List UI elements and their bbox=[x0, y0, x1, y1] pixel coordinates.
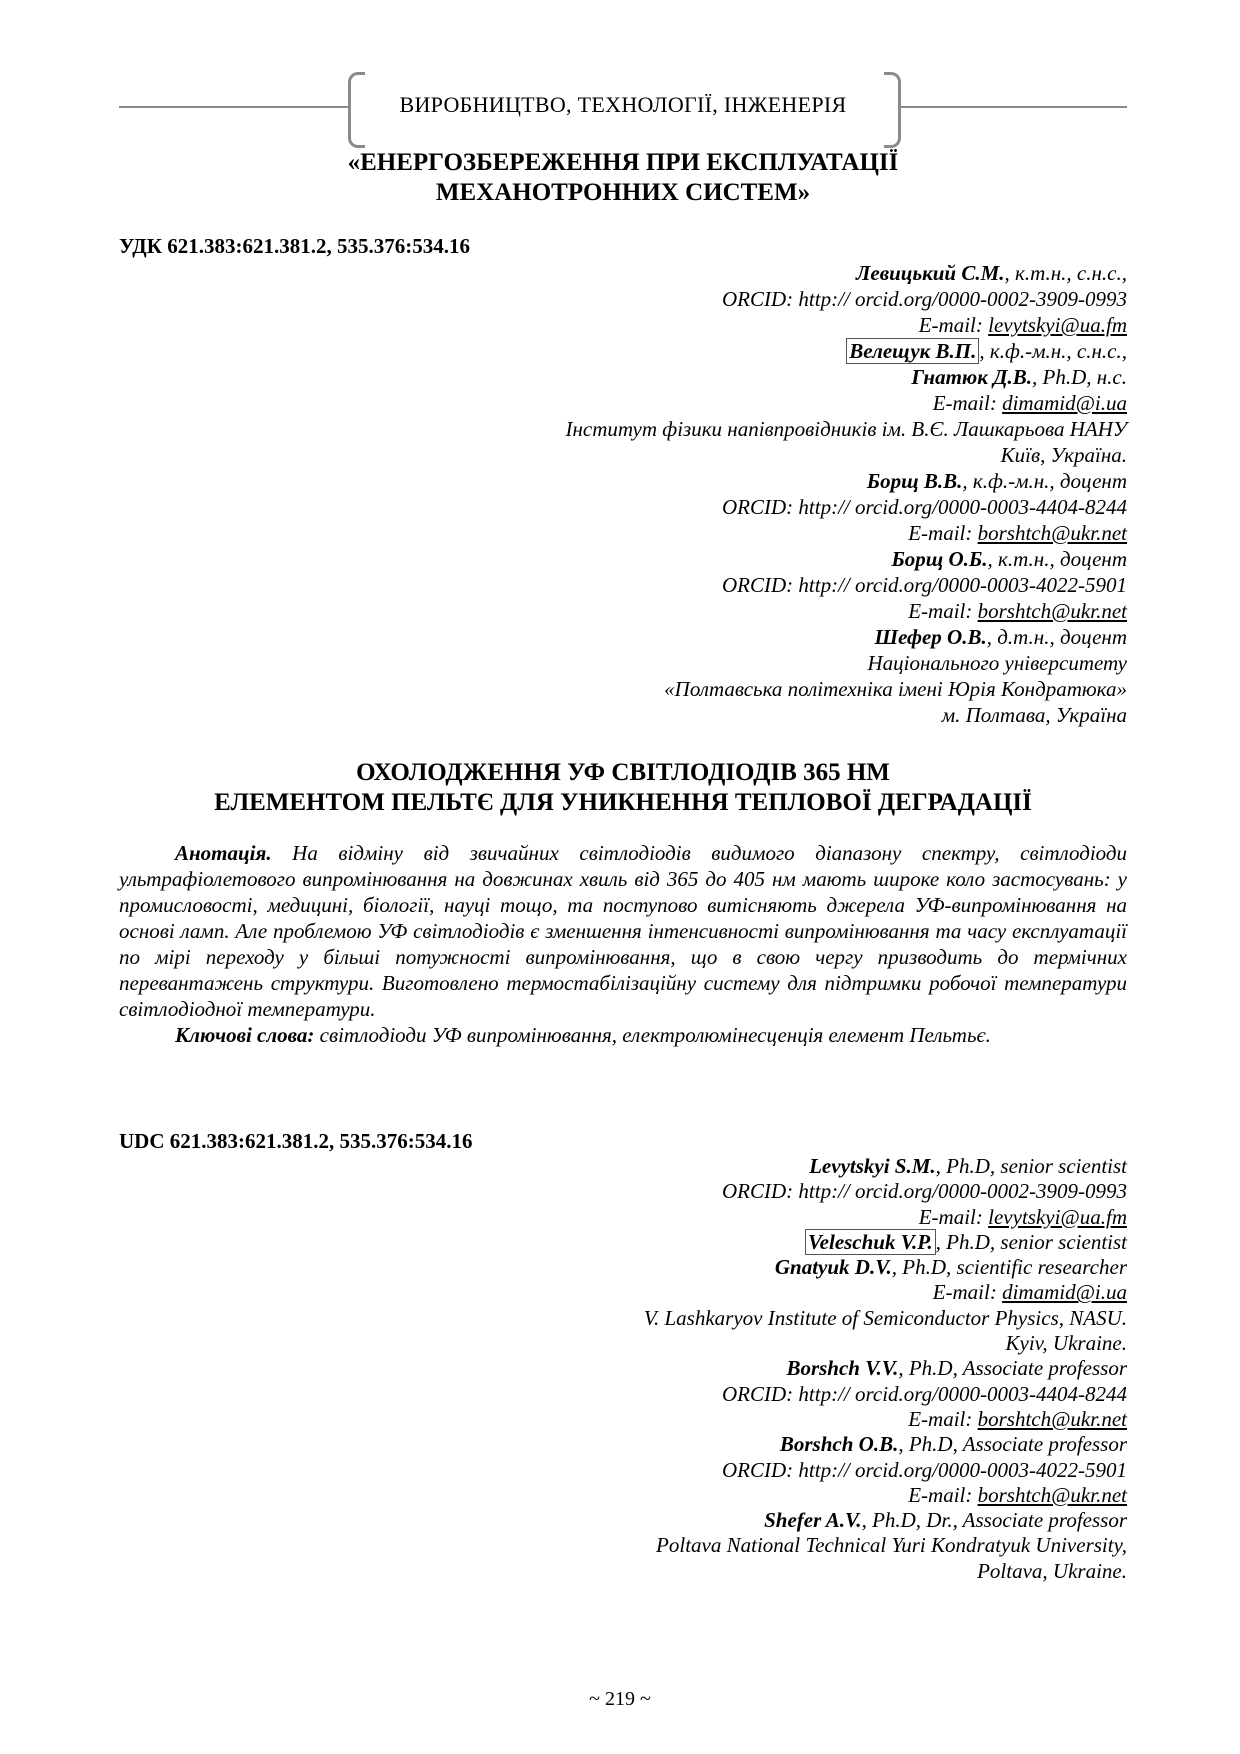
author-credentials: , к.ф.-м.н., с.н.с., bbox=[979, 339, 1127, 363]
affiliation-line: ORCID: http:// orcid.org/0000-0003-4022-5901 bbox=[722, 1457, 1127, 1482]
author-line bbox=[400, 1255, 1127, 1280]
email-label: E-mail: bbox=[932, 391, 1003, 415]
email-link[interactable]: borshtch@ukr.net bbox=[977, 599, 1127, 623]
email-label: E-mail: bbox=[908, 1406, 978, 1431]
author-line bbox=[400, 1154, 1127, 1179]
email-label: E-mail: bbox=[908, 1482, 978, 1507]
email-line bbox=[400, 312, 1127, 338]
author-name: Veleschuk V.P. bbox=[805, 1229, 936, 1255]
email-link[interactable]: levytskyi@ua.fm bbox=[988, 313, 1127, 337]
affiliation-line: ORCID: http:// orcid.org/0000-0002-3909-0993 bbox=[722, 287, 1127, 311]
email-label: E-mail: bbox=[918, 1204, 989, 1229]
author-credentials: , к.т.н., с.н.с., bbox=[1004, 261, 1127, 285]
email-line bbox=[400, 390, 1127, 416]
affiliation-line: Poltava National Technical Yuri Kondratyuk University, bbox=[656, 1533, 1127, 1558]
affiliation-line: ORCID: http:// orcid.org/0000-0003-4404-8244 bbox=[722, 1381, 1127, 1406]
conference-title-line: МЕХАНОТРОННИХ СИСТЕМ» bbox=[435, 179, 811, 206]
ua-author-block bbox=[400, 260, 1127, 728]
affiliation-line: «Полтавська політехніка імені Юрія Кондратюка» bbox=[664, 677, 1127, 701]
author-credentials: , Ph.D, Dr., Associate professor bbox=[861, 1508, 1127, 1533]
author-line bbox=[400, 338, 1127, 364]
email-label: E-mail: bbox=[908, 599, 978, 623]
affiliation-line: V. Lashkaryov Institute of Semiconductor Physics, NASU. bbox=[643, 1305, 1127, 1330]
abstract bbox=[119, 840, 1127, 1048]
right-brace bbox=[884, 72, 901, 148]
affiliation-line: ORCID: http:// orcid.org/0000-0003-4022-5901 bbox=[722, 573, 1127, 597]
affiliation-line: м. Полтава, Україна bbox=[941, 703, 1127, 727]
author-credentials: , Ph.D, senior scientist bbox=[935, 1154, 1127, 1178]
author-credentials: , Ph.D, scientific researcher bbox=[891, 1255, 1127, 1280]
affiliation-line: Poltava, Ukraine. bbox=[977, 1558, 1127, 1583]
author-line bbox=[400, 624, 1127, 650]
author-name: Шефер О.В. bbox=[874, 625, 987, 649]
author-line bbox=[400, 1432, 1127, 1457]
author-line bbox=[400, 1230, 1127, 1255]
author-name: Borshch O.B. bbox=[779, 1432, 899, 1457]
email-link[interactable]: dimamid@i.ua bbox=[1002, 391, 1127, 415]
email-line bbox=[400, 598, 1127, 624]
email-label: E-mail: bbox=[918, 313, 989, 337]
author-credentials: , Ph.D, Associate professor bbox=[898, 1432, 1127, 1457]
email-label: E-mail: bbox=[932, 1280, 1003, 1305]
author-credentials: , Ph.D, н.с. bbox=[1032, 365, 1127, 389]
author-name: Borshch V.V. bbox=[786, 1356, 899, 1381]
author-line bbox=[400, 260, 1127, 286]
affiliation-line: ORCID: http:// orcid.org/0000-0003-4404-8244 bbox=[722, 495, 1127, 519]
email-link[interactable]: borshtch@ukr.net bbox=[977, 1482, 1127, 1507]
email-link[interactable]: levytskyi@ua.fm bbox=[988, 1204, 1127, 1229]
affiliation-line: Національного університету bbox=[867, 651, 1127, 675]
email-line bbox=[400, 1407, 1127, 1432]
author-name: Велещук В.П. bbox=[846, 338, 979, 364]
author-line bbox=[400, 1356, 1127, 1381]
author-line bbox=[400, 468, 1127, 494]
header-rule-right bbox=[898, 106, 1127, 108]
author-name: Gnatyuk D.V. bbox=[774, 1255, 892, 1280]
header-rule-left bbox=[119, 106, 348, 108]
conference-title-line: «ЕНЕРГОЗБЕРЕЖЕННЯ ПРИ ЕКСПЛУАТАЦІЇ bbox=[347, 149, 899, 176]
author-line bbox=[400, 364, 1127, 390]
keywords-label: Ключові слова: bbox=[175, 1023, 315, 1047]
abstract-text: На відміну від звичайних світлодіодів видимого діапазону спектру, світлодіоди ультрафіолетового випромінювання на довжинах хвиль від 365 до 405 нм мають широке коло застосувань: у промисловості, медицині, біології, науці тощо, та поступово витісняють джерела УФ-випромінювання на основі ламп. Але проблемою УФ світлодіодів є зменшення інтенсивності випромінювання та часу експлуатації по мірі переходу у більші потужності випромінювання, що в свою чергу призводить до термічних перевантажень структури. Виготовлено термостабілізаційну систему для підтримки робочої температури світлодіодної температури. bbox=[119, 841, 1127, 1021]
conference-title bbox=[119, 148, 1127, 208]
udc-code: UDC 621.383:621.381.2, 535.376:534.16 bbox=[119, 1129, 473, 1153]
email-link[interactable]: dimamid@i.ua bbox=[1002, 1280, 1127, 1305]
affiliation-line: Інститут фізики напівпровідників ім. В.Є. Лашкарьова НАНУ bbox=[565, 417, 1127, 441]
author-credentials: , к.т.н., доцент bbox=[987, 547, 1127, 571]
author-name: Борщ В.В. bbox=[866, 469, 963, 493]
author-name: Гнатюк Д.В. bbox=[911, 365, 1033, 389]
author-line bbox=[400, 1508, 1127, 1533]
affiliation-line: Kyiv, Ukraine. bbox=[1005, 1331, 1127, 1356]
author-credentials: , Ph.D, senior scientist bbox=[935, 1229, 1127, 1254]
author-name: Левицький С.М. bbox=[856, 261, 1005, 285]
author-credentials: , д.т.н., доцент bbox=[986, 625, 1127, 649]
article-title-line: ОХОЛОДЖЕННЯ УФ СВІТЛОДІОДІВ 365 НМ bbox=[356, 759, 890, 786]
email-link[interactable]: borshtch@ukr.net bbox=[977, 1406, 1127, 1431]
article-title-line: ЕЛЕМЕНТОМ ПЕЛЬТЄ ДЛЯ УНИКНЕННЯ ТЕПЛОВОЇ ДЕГРАДАЦІЇ bbox=[214, 789, 1032, 816]
author-name: Levytskyi S.M. bbox=[809, 1154, 936, 1178]
author-credentials: , к.ф.-м.н., доцент bbox=[962, 469, 1127, 493]
affiliation-line: Київ, Україна. bbox=[1000, 443, 1127, 467]
author-name: Shefer A.V. bbox=[764, 1508, 862, 1533]
page-number: ~ 219 ~ bbox=[589, 1688, 651, 1710]
abstract-label: Анотація. bbox=[175, 841, 272, 865]
author-credentials: , Ph.D, Associate professor bbox=[898, 1356, 1127, 1381]
section-title: ВИРОБНИЦТВО, ТЕХНОЛОГІЇ, ІНЖЕНЕРІЯ bbox=[399, 92, 847, 117]
keywords-text: світлодіоди УФ випромінювання, електролюмінесценція елемент Пельтьє. bbox=[314, 1023, 991, 1047]
udk-code: УДК 621.383:621.381.2, 535.376:534.16 bbox=[119, 234, 470, 258]
email-line bbox=[400, 1280, 1127, 1305]
email-line bbox=[400, 1483, 1127, 1508]
author-line bbox=[400, 546, 1127, 572]
affiliation-line: ORCID: http:// orcid.org/0000-0002-3909-0993 bbox=[722, 1179, 1127, 1204]
email-line bbox=[400, 1205, 1127, 1230]
email-link[interactable]: borshtch@ukr.net bbox=[977, 521, 1127, 545]
email-label: E-mail: bbox=[908, 521, 978, 545]
email-line bbox=[400, 520, 1127, 546]
author-name: Борщ О.Б. bbox=[891, 547, 988, 571]
en-author-block bbox=[400, 1154, 1127, 1584]
article-title bbox=[119, 758, 1127, 818]
